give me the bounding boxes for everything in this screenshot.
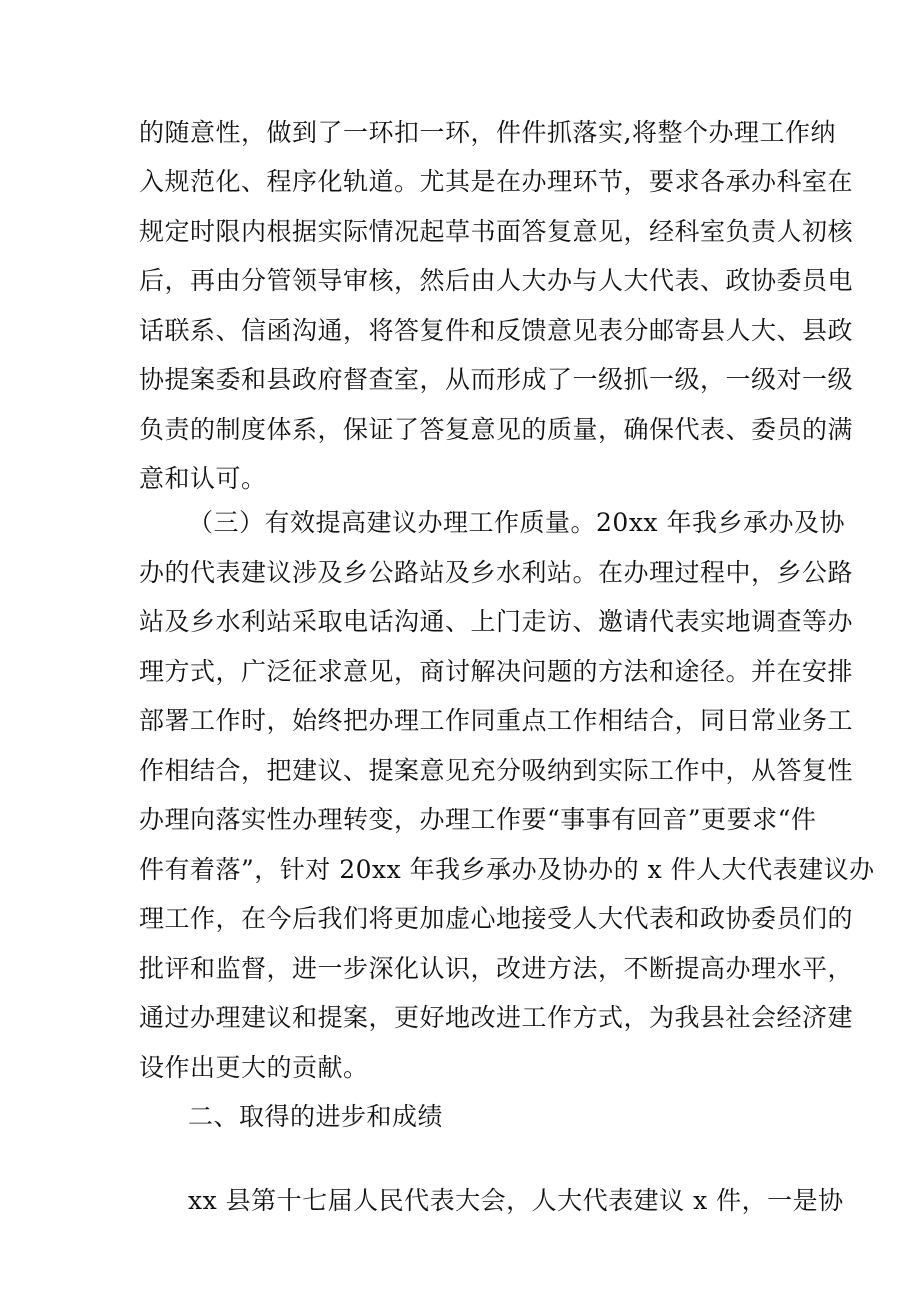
paragraph-2-line-10: 批评和监督，进一步深化认识，改进方法，不断提高办理水平， — [139, 954, 854, 983]
paragraph-2-line-12: 设作出更大的贡献。 — [139, 1053, 369, 1082]
paragraph-2-line-2: 办的代表建议涉及乡公路站及乡水利站。在办理过程中，乡公路 — [139, 558, 854, 587]
paragraph-1-line-1: 的随意性，做到了一环扣一环，件件抓落实,将整个办理工作纳 — [139, 118, 836, 147]
paragraph-1-line-3: 规定时限内根据实际情况起草书面答复意见，经科室负责人初核 — [139, 217, 854, 246]
paragraph-1-line-4: 后，再由分管领导审核，然后由人大办与人大代表、政协委员电 — [139, 266, 854, 295]
paragraph-1-line-6: 协提案委和县政府督查室，从而形成了一级抓一级，一级对一级 — [139, 365, 854, 394]
paragraph-2-line-11: 通过办理建议和提案，更好地改进工作方式，为我县社会经济建 — [139, 1003, 854, 1032]
paragraph-2-line-6: 作相结合，把建议、提案意见充分吸纳到实际工作中，从答复性 — [139, 756, 854, 785]
paragraph-2-line-9: 理工作，在今后我们将更加虚心地接受人大代表和政协委员们的 — [139, 904, 854, 933]
paragraph-2-line-5: 部署工作时，始终把办理工作同重点工作相结合，同日常业务工 — [139, 706, 854, 735]
paragraph-2-line-7: 办理向落实性办理转变，办理工作要“事事有回音”更要求“件 — [139, 805, 817, 834]
paragraph-1-line-7: 负责的制度体系，保证了答复意见的质量，确保代表、委员的满 — [139, 415, 854, 444]
paragraph-3-line-1: xx 县第十七届人民代表大会，人大代表建议 x 件，一是协 — [188, 1186, 844, 1215]
paragraph-2-line-4: 理方式，广泛征求意见，商讨解决问题的方法和途径。并在安排 — [139, 657, 854, 686]
paragraph-2-line-1: （三）有效提高建议办理工作质量。20xx 年我乡承办及协 — [188, 508, 845, 537]
paragraph-1-line-5: 话联系、信函沟通，将答复件和反馈意见表分邮寄县人大、县政 — [139, 316, 854, 345]
paragraph-1-line-8: 意和认可。 — [139, 464, 267, 493]
paragraph-1-line-2: 入规范化、程序化轨道。尤其是在办理环节，要求各承办科室在 — [139, 167, 854, 196]
paragraph-2-line-8: 件有着落”，针对 20xx 年我乡承办及协办的 x 件人大代表建议办 — [139, 855, 875, 884]
section-heading: 二、取得的进步和成绩 — [188, 1102, 444, 1131]
paragraph-2-line-3: 站及乡水利站采取电话沟通、上门走访、邀请代表实地调查等办 — [139, 607, 854, 636]
